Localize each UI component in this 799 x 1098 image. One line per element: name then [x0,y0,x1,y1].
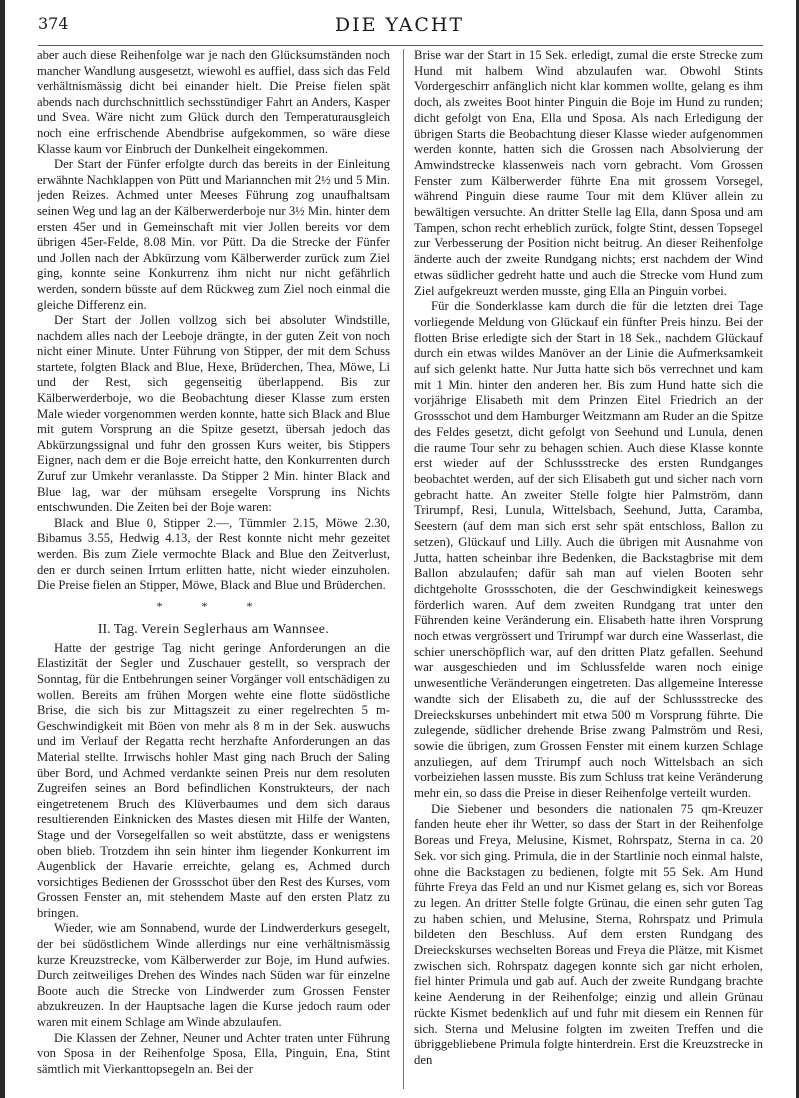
right-paragraph-3: Die Siebener und besonders die nationalen 75 qm-Kreuzer fanden heute eher ihr Wetter, so dass der Start in der Reihenfolge Boreas und Freya, Melusine, Kismet, Rohrspatz, Sterna in ca. 20 Sek. vor sich ging. Primula, die in der Startlinie noch einmal halste, ohne die Backstagen zu bedienen, folgte mit 55 Sek. Am Hund führte Freya das Feld an und nur Kismet gelang es, sich vor Boreas zu legen. An dritter Stelle folgte Grünau, die einen sehr guten Tag zu haben schien, und Melusine, Sterna, Rohrspatz und Primula bildeten den Beschluss. Auf dem ersten Rundgang des Dreieckskurses wechselten Boreas und Freya die Plätze, mit Kismet zwischen sich. Rohrspatz dagegen konnte sich gar nicht erholen, fiel hinter Primula und gab auf. Auch der zweite Rundgang brachte keine Aenderung in der Reihenfolge; einzig und allein Grünau rückte Kismet bedenklich auf und fuhr mit diesem ein Rennen für sich. Sterna und Melusine folgten im zweiten Treffen und die übriggebliebene Primula folgte hinterdrein. Erst die Kreuzstrecke in den [414,801,763,1067]
scan-edge-left [0,0,5,1098]
section-separator-stars: * * * [156,598,271,613]
left-paragraph-7: Die Klassen der Zehner, Neuner und Achter traten unter Führung von Sposa in der Reihenfolge Sposa, Ella, Pinguin, Ena, Stint sämtlich mit Vierkanttopsegeln an. Bei der [37,1030,390,1076]
section-heading-club: Verein Seglerhaus am Wannsee. [141,620,330,636]
left-paragraph-4: Black and Blue 0, Stipper 2.—, Tümmler 2.15, Möwe 2.30, Bibamus 3.55, Hedwig 4.13, der Rest konnte nicht mehr gezeitet werden. Bis zum Ziele vermochte Black and Blue den Zeitverlust, den er durch seinen Irrtum erlitten hatte, nicht wieder einzuholen. Die Preise fielen an Stipper, Möwe, Black and Blue und Brüderchen. [37,515,390,593]
page-number: 374 [38,14,69,33]
section-heading [37,620,390,637]
left-column [37,48,390,1090]
right-paragraph-2: Für die Sonderklasse kam durch die für die letzten drei Tage vorliegende Meldung von Glückauf ein fünfter Preis hinzu. Bei der flotten Brise erledigte sich der Start in 18 Sek., nachdem Glückauf durch ein etwas wildes Manöver an der Linie die Aufmerksamkeit auf sich gelenkt hatte. Nur Jutta hatte sich bös verrechnet und kam mit 1 Min. hinter den anderen her. Bis zum Hund hatte sich die vorjährige Elisabeth mit dem Prinzen Eitel Friedrich an der Grossschot und dem Hamburger Weitzmann am Ruder an die Spitze des Feldes gesetzt, dicht gefolgt von Seehund und Lunula, denen die raume Tour sehr zu behagen schien. Auch diese Klasse konnte erst wieder auf der Schlussstrecke des ersten Rundganges beobachtet werden, auf der sich Elisabeth gut und sicher nach vorn gebracht hatte. An zweiter Stelle folgte hier Palmström, dann Trirumpf, Resi, Lunula, Wittelsbach, Seehund, Jutta, Caramba, Seestern (auf dem man sich erst sehr spät entschloss, Ballon zu setzen), Glückauf und Lilly. Auch die übrigen mit Ausnahme von Jutta, hatten scheinbar ihre Bedenken, die Backstagbrise mit dem Ballon abzulaufen; dafür sah man auf vielen Booten sehr dichtgeholte Grossschoten, die der Geschwindigkeit keineswegs förderlich waren. Auf dem zweiten Rundgang trat unter den Führenden keine Veränderung ein. Elisabeth hatte ihren Vorsprung noch etwas vergrössert und Trirumpf war durch eine Wasserlast, die schier unerschöpflich war, auf den dritten Platz gefallen. Seehund war ausgeschieden und im Schlussfelde waren noch einige unwesentliche Veränderungen eingetreten. Das allgemeine Interesse wandte sich der Elisabeth zu, die auf der Schlussstrecke des Dreieckskurses unbehindert mit etwa 500 m Vorsprung führte. Die zulegende, südlicher drehende Brise zwang Palmström und Resi, sowie die übrigen, zum Grossen Fenster mit einem kurzen Schlage anzuliegen, auf dem Trirumpf auch noch Wittelsbach an sich vorbeiziehen lassen musste. Bis zum Schluss trat keine Veränderung mehr ein, so dass die Preise in dieser Reihenfolge verteilt wurden. [414,299,763,801]
right-column [414,48,763,1090]
left-paragraph-1: aber auch diese Reihenfolge war je nach den Glücksumständen noch mancher Wandlung ausgesetzt, wiewohl es auffiel, dass sich das Feld verhältnismässig dicht bei einander hielt. Die Preise fielen spät abends nach durchschnittlich sechsstündiger Fahrt an Anders, Kasper und Svea. Wäre nicht zum Glück durch den Temperaturausgleich noch eine erfrischende Abendbrise aufgekommen, so wäre diese Klasse kaum vor Einbruch der Dunkelheit eingekommen. [37,48,390,156]
running-title: DIE YACHT [334,14,465,36]
section-heading-day: II. Tag. [97,620,138,636]
left-paragraph-6: Wieder, wie am Sonnabend, wurde der Lindwerderkurs gesegelt, der bei südöstlichem Winde allerdings nur eine verhältnismässig kurze Kreuzstrecke, vom Kälberwerder zur Boje, im Hund aufwies. Durch zeitweiliges Drehen des Windes nach Süden war für einzelne Boote auch die Strecke von Lindwerder zum Grossen Fenster abzukreuzen. In der Hauptsache lagen die Kurse jedoch raum oder waren mit einem Schlage am Winde abzulaufen. [37,921,390,1030]
left-paragraph-3: Der Start der Jollen vollzog sich bei absoluter Windstille, nachdem alles nach der Leeboje drängte, in der guten Zeit von noch nicht einer Minute. Unter Führung von Stipper, der mit dem Schuss startete, folgten Black and Blue, Hexe, Brüderchen, Thea, Möwe, Li und der Rest, sich gegenseitig überlappend. Bis zur Kälberwerderboje, wo die Beobachtung dieser Klasse zum ersten Male wieder vorgenommen werden konnte, hatte sich Black and Blue mit gutem Vorsprung an die Spitze gesetzt, übersah jedoch das Abkürzungssignal und fuhr den grossen Kurs weiter, bis Stippers Eigner, nach dem er die Boje erreicht hatte, den Konkurrenten durch Zuruf zur Umkehr veranlasste. Da Stipper 2 Min. hinter Black and Blue lag, war der mühsam ersegelte Vorsprung ins Nichts entschwunden. Die Zeiten bei der Boje waren: [37,313,390,515]
header-rule [38,45,763,46]
right-paragraph-1: Brise war der Start in 15 Sek. erledigt, zumal die erste Strecke zum Hund mit halbem Wind abzulaufen war. Obwohl Stints Vordergeschirr anfänglich nicht klar kommen wollte, gelang es ihm doch, als zweites Boot hinter Pinguin die Boje im Hund zu runden; dicht gefolgt von Ena, Ella und Sposa. Als nach Erledigung der übrigen Starts die Beobachtung dieser Klasse wieder aufgenommen werden konnte, hatten sich die Grossen nach Absolvierung der Amwindstrecke klassenweis nach vorn gebracht. Vom Grossen Fenster zum Kälberwerder führte Ena mit grossem Vorsegel, während Pinguin diese raume Tour mit dem Klüver allein zu bewältigen versuchte. An dritter Stelle lag Ella, dann Sposa und am Tampen, schon recht erheblich zurück, folgte Stint, dessen Topsegel zur Verbesserung der Position nicht beitrug. An dieser Reihenfolge änderte auch der zweite Rundgang nichts; erst nachdem der Wind etwas südlicher gedreht hatte und auch die Strecke vom Hund zum Ziel aufgekreuzt werden musste, ging Ella an Pinguin vorbei. [414,48,763,298]
column-divider [403,49,404,1089]
left-paragraph-2: Der Start der Fünfer erfolgte durch das bereits in der Einleitung erwähnte Nachklappen von Pütt und Mariannchen mit 2½ und 5 Min. jeden Reizes. Achmed unter Meeses Führung zog unaufhaltsam seinen Weg und lag an der Kälberwerderboje nur 3½ Min. hinter dem ersten 45er und in Gemeinschaft mit vier Jollen bereits vor dem übrigen 45er-Felde, 8.08 Min. vor Pütt. Da die Strecke der Fünfer und Jollen nach der Abkürzung vom Kälberwerder zurück zum Ziel ging, konnte seine Konkurrenz ihm nicht nur nicht gefährlich werden, sondern büsste auf dem Rückweg zum Ziel noch einmal die gleiche Differenz ein. [37,157,390,312]
left-paragraph-5: Hatte der gestrige Tag nicht geringe Anforderungen an die Elastizität der Segler und Zuschauer gestellt, so versprach der Sonntag, für die Entbehrungen seiner Vorgänger voll entschädigen zu wollen. Bereits am frühen Morgen wehte eine flotte südöstliche Brise, die sich bis zur Mittagszeit zu einer regelrechten 5 m-Geschwindigkeit mit Böen von mehr als 8 m in der Sek. auswuchs und im Verlauf der Regatta recht herzhafte Anforderungen an das Material stellte. Irrwischs hohler Mast ging nach Bruch der Saling über Bord, und Achmed verdankte seinen Preis nur dem resoluten Zugreifen seines an Bord befindlichen Konstrukteurs, der nach eingetretenem Bruch des Klüverbaumes und dem sich daraus resultierenden Einknicken des Mastes diesen mit Hilfe der Wanten, Stage und der Vorsegelfallen so weit abstützte, dass er wenigstens oben blieb. Trotzdem ihn sein hinter ihm liegender Konkurrent im Augenblick der Havarie erreichte, gelang es, Achmed durch vorsichtiges Bedienen der Grossschot über den Rest des Kurses, vom Grossen Fenster an, mit stehendem Maste auf den ersten Platz zu bringen. [37,640,390,920]
